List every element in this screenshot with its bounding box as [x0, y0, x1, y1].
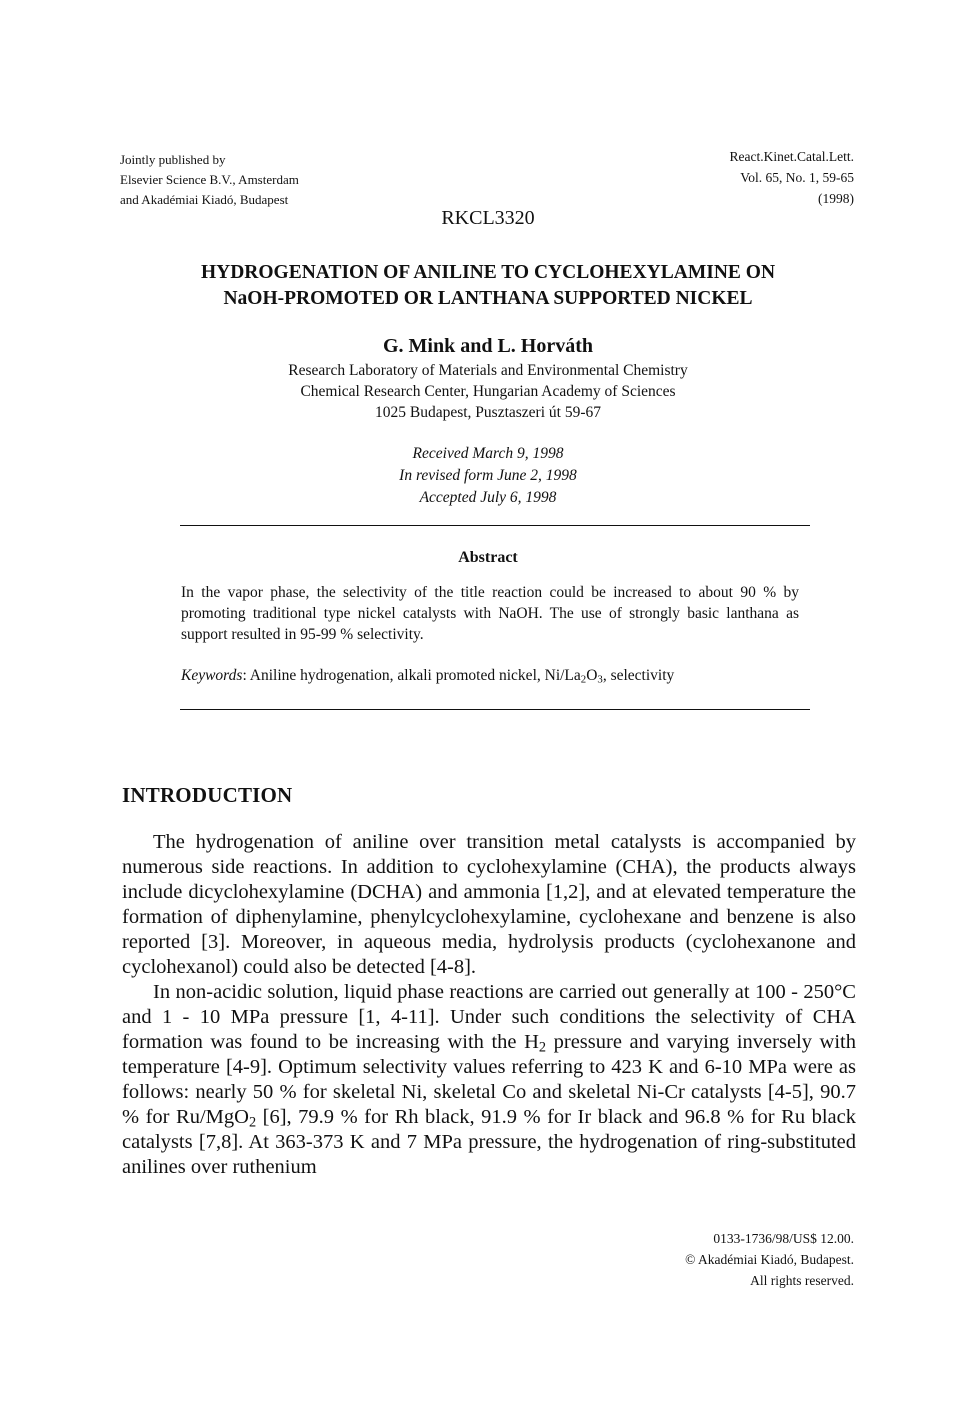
copyright-footer: [685, 1228, 854, 1291]
paragraph: [122, 980, 856, 1180]
abstract-bottom-rule: [180, 709, 810, 710]
paragraph-text: pressure and varying inversely with temperature [4-9]. Optimum selectivity values referring to 423 K and 6-10 MPa were as follows: nearly 50 % for skeletal Ni, skeletal Co and skeletal Ni-Cr catalysts [4-5], 90.7 % for Ru/MgO: [122, 1031, 856, 1128]
section-heading-introduction: INTRODUCTION: [122, 783, 293, 807]
footer-line: 0133-1736/98/US$ 12.00.: [713, 1231, 854, 1246]
affiliation: [0, 360, 976, 423]
subscript: 2: [538, 1039, 547, 1056]
subscript: 2: [248, 1114, 257, 1131]
date-received: Received March 9, 1998: [412, 445, 564, 462]
paragraph-text: [6], 79.9 % for Rh black, 91.9 % for Ir black and 96.8 % for Ru black catalysts [7,8]. At 363-373 K and 7 MPa pressure, the hydrogenation of ring-substituted anilines over ruthenium: [122, 1106, 856, 1178]
submission-dates: [0, 443, 976, 509]
keywords-text: O: [586, 667, 598, 684]
publisher-info: [120, 150, 299, 210]
paragraph-text: In non-acidic solution, liquid phase reactions are carried out generally at 100 - 250°C and 1 - 10 MPa pressure [1, 4-11]. Under such conditions the selectivity of CHA formation was found to be increasing with the H: [122, 981, 856, 1053]
keywords-text: , selectivity: [602, 667, 675, 684]
date-accepted: Accepted July 6, 1998: [419, 489, 557, 506]
paper-title: [0, 260, 976, 312]
keywords-label: Keywords: [181, 667, 243, 684]
subscript: 2: [580, 673, 587, 686]
abstract-text: In the vapor phase, the selectivity of the title reaction could be increased to about 90 % by promoting traditional type nickel catalysts with NaOH. The use of strongly basic lanthana as support resulted in 95-99 % selectivity.: [181, 584, 799, 643]
affiliation-line: Research Laboratory of Materials and Environmental Chemistry: [288, 362, 688, 379]
date-revised: In revised form June 2, 1998: [399, 467, 577, 484]
article-code: RKCL3320: [441, 207, 535, 229]
journal-line: React.Kinet.Catal.Lett.: [729, 149, 854, 164]
keywords-text: : Aniline hydrogenation, alkali promoted nickel, Ni/La: [242, 667, 581, 684]
footer-line: © Akadémiai Kiadó, Budapest.: [685, 1252, 854, 1267]
affiliation-line: 1025 Budapest, Pusztaszeri út 59-67: [374, 404, 601, 421]
publisher-line: Jointly published by: [120, 152, 226, 167]
journal-line: (1998): [818, 191, 854, 206]
abstract-top-rule: [180, 525, 810, 526]
subscript: 3: [597, 673, 603, 686]
paragraph: The hydrogenation of aniline over transition metal catalysts is accompanied by numerous side reactions. In addition to cyclohexylamine (CHA), the products always include dicyclohexylamine (DCHA) and ammonia [1,2], and at elevated temperature the formation of diphenylamine, phenylcyclohexylamine, cyclohexane and benzene is also reported [3]. Moreover, in aqueous media, hydrolysis products (cyclohexanone and cyclohexanol) could also be detected [4-8].: [122, 831, 856, 978]
publisher-line: and Akadémiai Kiadó, Budapest: [120, 192, 289, 207]
journal-citation: [730, 146, 854, 209]
journal-line: Vol. 65, No. 1, 59-65: [740, 170, 854, 185]
title-line: HYDROGENATION OF ANILINE TO CYCLOHEXYLAMINE ON: [200, 262, 776, 283]
footer-line: All rights reserved.: [750, 1273, 854, 1288]
publisher-line: Elsevier Science B.V., Amsterdam: [120, 172, 299, 187]
abstract-heading: Abstract: [458, 549, 518, 566]
keywords: [181, 665, 799, 686]
title-line: NaOH-PROMOTED OR LANTHANA SUPPORTED NICKEL: [223, 288, 753, 309]
introduction-body: [122, 830, 856, 1180]
authors: G. Mink and L. Horváth: [382, 335, 594, 357]
affiliation-line: Chemical Research Center, Hungarian Academy of Sciences: [300, 383, 676, 400]
